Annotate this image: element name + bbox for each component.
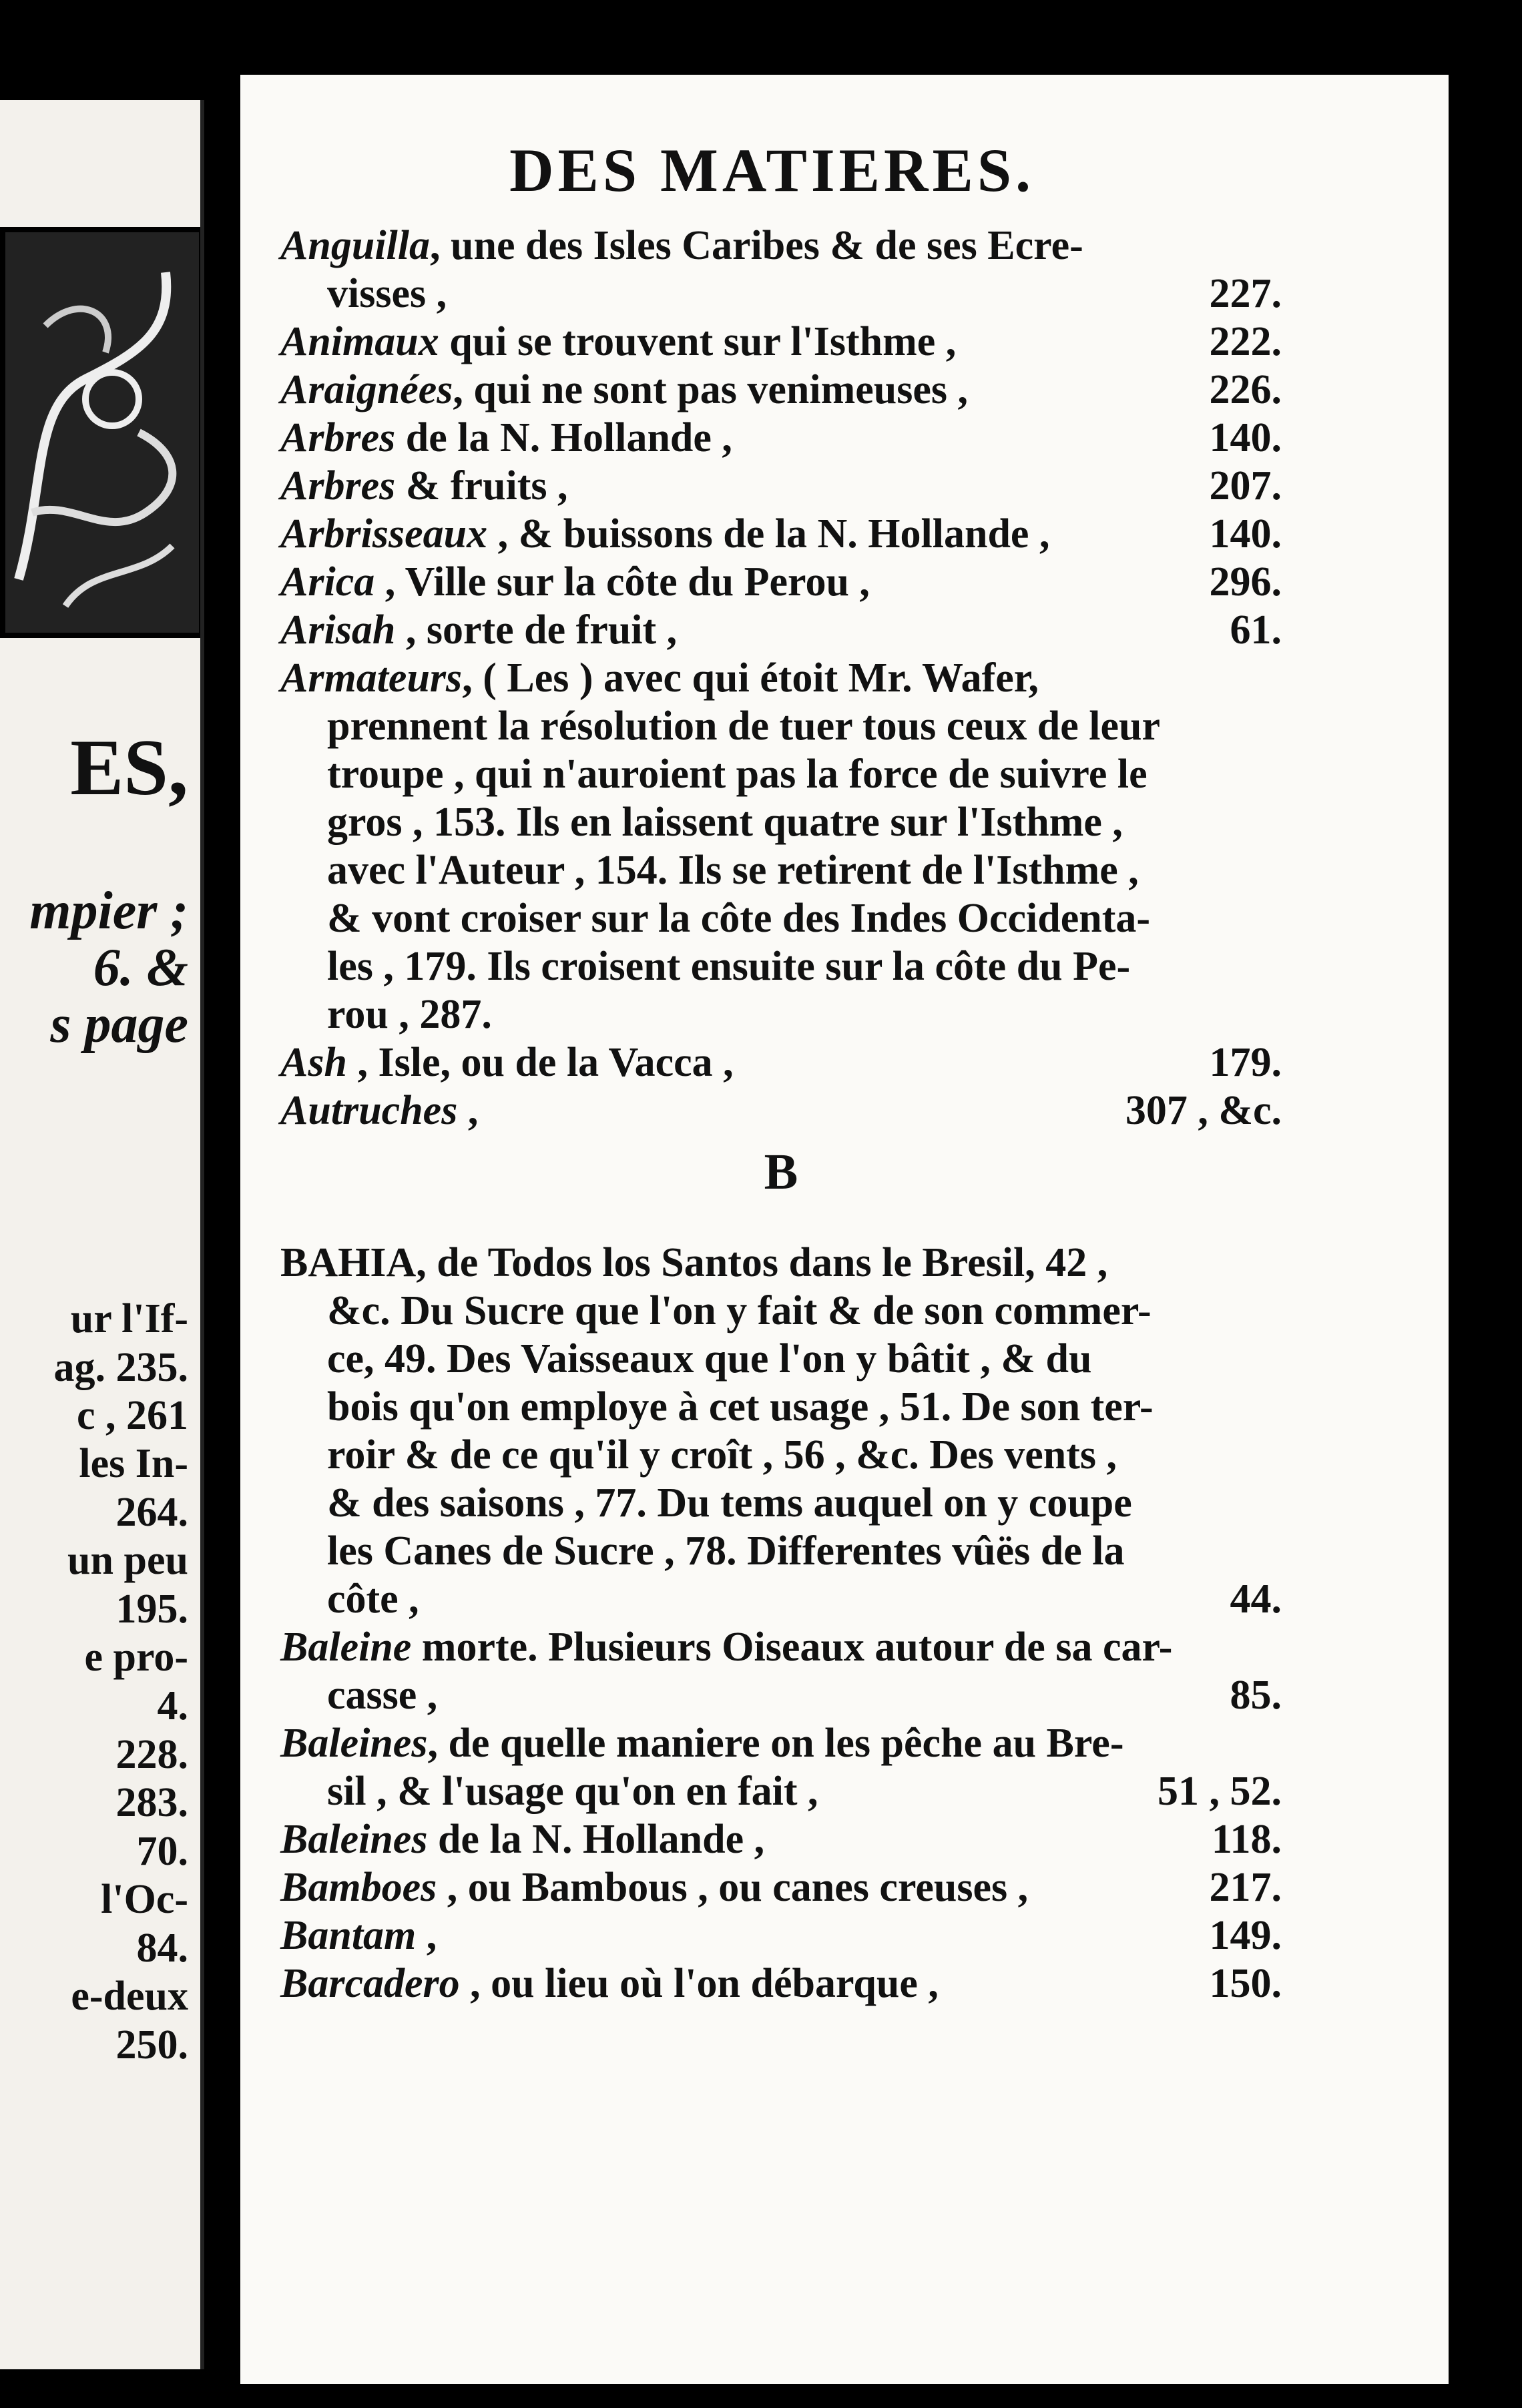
entry-page-ref: 226. [1209, 367, 1282, 412]
index-entry [280, 1038, 1282, 1087]
left-fragment: 4. [157, 1683, 188, 1729]
entry-text: & des saisons , 77. Du tems auquel on y coupe [327, 1480, 1132, 1526]
entry-page-ref: 307 , &c. [1125, 1088, 1282, 1133]
left-fragment: ES, [70, 723, 188, 812]
entry-text: , qui ne sont pas venimeuses , [453, 367, 969, 412]
left-fragment: 195. [115, 1586, 188, 1632]
entry-term: Armateurs [280, 655, 463, 701]
entry-page-ref: 149. [1209, 1913, 1282, 1958]
entry-term: Arbres [280, 463, 396, 509]
entry-page-ref: 51 , 52. [1158, 1769, 1282, 1814]
index-entry [280, 462, 1282, 510]
index-entry [280, 1287, 1282, 1335]
index-entry [280, 318, 1282, 366]
entry-text: , ou lieu où l'on débarque , [459, 1961, 939, 2006]
index-entry [280, 798, 1282, 846]
entry-text: visses , [327, 271, 447, 316]
entry-text: troupe , qui n'auroient pas la force de suivre le [327, 751, 1148, 797]
entry-text: & vont croiser sur la côte des Indes Occidenta- [327, 896, 1151, 941]
entry-text: , & buissons de la N. Hollande , [487, 511, 1050, 557]
index-entry [280, 1863, 1282, 1911]
entry-page-ref: 85. [1230, 1673, 1282, 1718]
index-entry [280, 750, 1282, 798]
entry-page-ref: 227. [1209, 271, 1282, 316]
entry-text: , [416, 1913, 437, 1958]
ornament-graphic [5, 232, 199, 633]
entry-text: sil , & l'usage qu'on en fait , [327, 1769, 818, 1814]
entry-term: Baleines [280, 1817, 428, 1862]
index-page [240, 75, 1449, 2384]
left-fragment: c , 261 [76, 1393, 188, 1438]
entry-page-ref: 140. [1209, 415, 1282, 461]
entry-page-ref: 296. [1209, 559, 1282, 605]
index-entry [280, 1087, 1282, 1135]
left-fragment: 84. [136, 1925, 188, 1971]
entry-page-ref: 179. [1209, 1040, 1282, 1085]
entry-text: casse , [327, 1673, 438, 1718]
entry-text: les , 179. Ils croisent ensuite sur la côte du Pe- [327, 944, 1131, 989]
index-entry [280, 1623, 1282, 1671]
entry-text: , de Todos los Santos dans le Bresil, 42 , [416, 1240, 1108, 1285]
index-entry [280, 1767, 1282, 1815]
book-gutter [204, 0, 240, 2408]
index-entry [280, 702, 1282, 750]
index-entry [280, 1479, 1282, 1527]
index-entry [280, 1383, 1282, 1431]
entry-text: , ( Les ) avec qui étoit Mr. Wafer, [462, 655, 1039, 701]
entry-text: côte , [327, 1576, 419, 1622]
entry-term: Anguilla [280, 223, 430, 268]
entry-term: Arbres [280, 415, 396, 461]
entry-term: Animaux [280, 319, 439, 364]
left-fragment: 228. [115, 1732, 188, 1777]
entry-page-ref: 140. [1209, 511, 1282, 557]
entry-text: qui se trouvent sur l'Isthme , [439, 319, 957, 364]
left-fragment: e-deux [71, 1974, 188, 2019]
index-entry [280, 270, 1282, 318]
index-entry [280, 1815, 1282, 1863]
index-section-b [280, 1239, 1282, 2008]
index-entry [280, 1671, 1282, 1719]
entry-page-ref: 44. [1230, 1576, 1282, 1622]
entry-text: , une des Isles Caribes & de ses Ecre- [430, 223, 1083, 268]
entry-text: , de quelle maniere on les pêche au Bre- [427, 1721, 1124, 1766]
index-entry [280, 222, 1282, 270]
entry-term: Araignées [280, 367, 453, 412]
entry-text: morte. Plusieurs Oiseaux autour de sa car- [411, 1624, 1173, 1670]
entry-term: BAHIA [280, 1240, 417, 1285]
left-fragment: ur l'If- [70, 1296, 188, 1341]
entry-text: , [457, 1088, 479, 1133]
index-list [280, 222, 1282, 2008]
index-entry [280, 654, 1282, 702]
index-entry [280, 606, 1282, 654]
left-fragment: l'Oc- [101, 1877, 188, 1922]
entry-text: , Isle, ou de la Vacca , [346, 1040, 734, 1085]
entry-term: Bamboes [280, 1865, 437, 1910]
woodcut-ornament [0, 227, 204, 638]
entry-term: Arisah [280, 607, 396, 653]
left-fragment: 250. [115, 2022, 188, 2068]
index-entry [280, 846, 1282, 894]
entry-page-ref: 207. [1209, 463, 1282, 509]
entry-term: Ash [280, 1040, 347, 1085]
entry-page-ref: 61. [1230, 607, 1282, 653]
entry-text: rou , 287. [327, 992, 492, 1037]
entry-page-ref: 222. [1209, 319, 1282, 364]
page-header: DES MATIERES. [509, 136, 1035, 204]
entry-text: ce, 49. Des Vaisseaux que l'on y bâtit , & du [327, 1336, 1092, 1382]
entry-page-ref: 118. [1211, 1817, 1282, 1862]
index-entry [280, 1960, 1282, 2008]
index-entry [280, 894, 1282, 942]
index-section-a [280, 222, 1282, 1135]
entry-text: avec l'Auteur , 154. Ils se retirent de l'Isthme , [327, 848, 1139, 893]
entry-text: prennent la résolution de tuer tous ceux de leur [327, 703, 1161, 749]
left-fragment: e pro- [84, 1634, 188, 1680]
index-entry [280, 942, 1282, 990]
entry-term: Barcadero [280, 1961, 460, 2006]
entry-term: Baleine [280, 1624, 412, 1670]
left-fragment: 264. [115, 1490, 188, 1535]
entry-page-ref: 217. [1209, 1865, 1282, 1910]
index-entry [280, 1239, 1282, 1287]
entry-text: , sorte de fruit , [395, 607, 678, 653]
section-letter-b: B [764, 1144, 798, 1200]
left-fragment: un peu [67, 1538, 188, 1583]
entry-text: gros , 153. Ils en laissent quatre sur l'Isthme , [327, 800, 1123, 845]
entry-term: Arbrisseaux [280, 511, 488, 557]
index-entry [280, 1575, 1282, 1623]
entry-text: de la N. Hollande , [395, 415, 732, 461]
index-entry [280, 1911, 1282, 1960]
left-fragment: s page [50, 995, 188, 1054]
left-fragment: 6. & [93, 938, 188, 997]
index-entry [280, 1335, 1282, 1383]
left-fragment: 70. [136, 1829, 188, 1874]
entry-text: & fruits , [395, 463, 568, 509]
left-fragment: ag. 235. [53, 1345, 188, 1390]
index-entry [280, 990, 1282, 1038]
entry-page-ref: 150. [1209, 1961, 1282, 2006]
entry-text: bois qu'on employe à cet usage , 51. De son ter- [327, 1384, 1154, 1430]
entry-text: , ou Bambous , ou canes creuses , [437, 1865, 1029, 1910]
facing-page [0, 100, 204, 2369]
entry-term: Bantam [280, 1913, 417, 1958]
entry-text: de la N. Hollande , [427, 1817, 765, 1862]
index-entry [280, 558, 1282, 606]
index-entry [280, 510, 1282, 558]
index-entry [280, 1431, 1282, 1479]
index-entry [280, 1527, 1282, 1575]
index-entry [280, 414, 1282, 462]
left-fragment: les In- [79, 1441, 188, 1486]
entry-term: Autruches [280, 1088, 458, 1133]
entry-term: Arica [280, 559, 375, 605]
entry-text: les Canes de Sucre , 78. Differentes vûës de la [327, 1528, 1125, 1574]
index-entry [280, 366, 1282, 414]
entry-text: roir & de ce qu'il y croît , 56 , &c. Des vents , [327, 1432, 1117, 1478]
entry-term: Baleines [280, 1721, 428, 1766]
left-fragment: mpier ; [29, 882, 188, 940]
left-fragment: 283. [115, 1780, 188, 1825]
entry-text: &c. Du Sucre que l'on y fait & de son commer- [327, 1288, 1152, 1333]
index-entry [280, 1719, 1282, 1767]
entry-text: , Ville sur la côte du Perou , [374, 559, 870, 605]
